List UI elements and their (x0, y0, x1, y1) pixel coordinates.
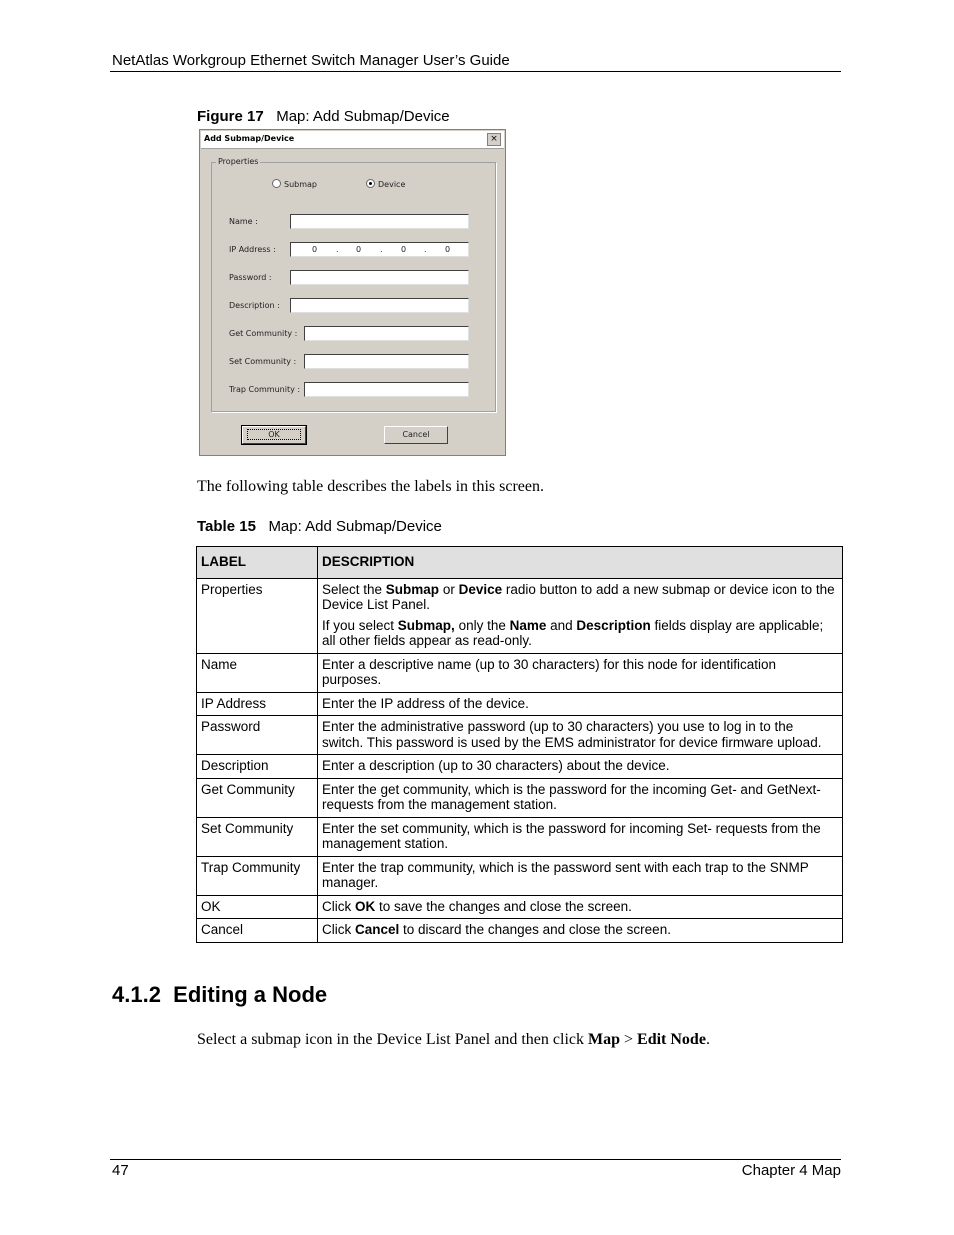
table-row (197, 653, 843, 692)
row-description: Select the Submap or Device radio button to add a new submap or device icon to the Device List Panel. If you select Submap, only the Name and Description fields display are applicable; all other fields appear as read-only. (318, 578, 843, 653)
header-rule (110, 71, 841, 72)
description-label: Description : (229, 301, 280, 310)
radio-device-selected-icon (366, 179, 375, 188)
row-label: Properties (197, 578, 318, 653)
add-submap-device-dialog (199, 129, 506, 456)
table-row (197, 856, 843, 895)
password-input[interactable] (290, 270, 469, 285)
row-description: Click Cancel to discard the changes and close the screen. (318, 919, 843, 943)
table-caption (197, 518, 442, 535)
dialog-titlebar (201, 131, 504, 149)
body-paragraph: Select a submap icon in the Device List Panel and then click Map > Edit Node. (197, 1031, 710, 1048)
column-header-label: LABEL (197, 547, 318, 579)
get-community-label: Get Community : (229, 329, 298, 338)
row-label: IP Address (197, 692, 318, 716)
name-input[interactable] (290, 214, 469, 229)
table-row (197, 716, 843, 755)
radio-device-label: Device (378, 180, 406, 189)
row-label: Set Community (197, 817, 318, 856)
row-label: Cancel (197, 919, 318, 943)
table-row (197, 578, 843, 653)
row-label: Name (197, 653, 318, 692)
description-input[interactable] (290, 298, 469, 313)
ip-octet-3: 0 (401, 245, 407, 254)
ok-button[interactable] (242, 426, 306, 444)
row-description: Enter the administrative password (up to 30 characters) you use to log in to the switch. This password is used by the EMS administrator for device firmware upload. (318, 716, 843, 755)
row-description: Enter the IP address of the device. (318, 692, 843, 716)
row-label: Get Community (197, 778, 318, 817)
dialog-title: Add Submap/Device (204, 134, 295, 143)
password-label: Password : (229, 273, 272, 282)
column-header-description: DESCRIPTION (318, 547, 843, 579)
set-community-label: Set Community : (229, 357, 297, 366)
trap-community-input[interactable] (304, 382, 469, 397)
radio-submap[interactable] (272, 179, 317, 189)
table-row (197, 755, 843, 779)
table-row (197, 919, 843, 943)
figure-title: Map: Add Submap/Device (276, 108, 450, 125)
section-heading: 4.1.2 Editing a Node (112, 982, 328, 1007)
row-label: Trap Community (197, 856, 318, 895)
label-description-table (196, 546, 843, 943)
row-description: Enter the get community, which is the password for the incoming Get- and GetNext- requests from the management station. (318, 778, 843, 817)
cancel-button[interactable]: Cancel (384, 426, 448, 444)
properties-group-label: Properties (218, 157, 259, 166)
row-description: Click OK to save the changes and close the screen. (318, 895, 843, 919)
name-label: Name : (229, 217, 258, 226)
row-label: Password (197, 716, 318, 755)
row-description: Enter the set community, which is the password for incoming Set- requests from the management station. (318, 817, 843, 856)
table-row (197, 778, 843, 817)
set-community-input[interactable] (304, 354, 469, 369)
ip-dot: . (380, 245, 383, 254)
row-description: Enter a descriptive name (up to 30 characters) for this node for identification purposes. (318, 653, 843, 692)
ip-dot: . (336, 245, 339, 254)
radio-device[interactable] (366, 179, 405, 189)
row-label: OK (197, 895, 318, 919)
row-description: Enter the trap community, which is the password sent with each trap to the SNMP manager. (318, 856, 843, 895)
ip-address-label: IP Address : (229, 245, 276, 254)
figure-number: Figure 17 (197, 108, 264, 125)
table-row (197, 692, 843, 716)
ip-octet-4: 0 (445, 245, 451, 254)
table-number: Table 15 (197, 518, 256, 535)
ip-dot: . (424, 245, 427, 254)
footer-rule (110, 1159, 841, 1160)
ip-octet-1: 0 (312, 245, 318, 254)
radio-submap-icon (272, 179, 281, 188)
table-title: Map: Add Submap/Device (268, 518, 442, 535)
trap-community-label: Trap Community : (229, 385, 301, 394)
ok-button-label: OK (247, 429, 301, 440)
row-description: Enter a description (up to 30 characters) about the device. (318, 755, 843, 779)
row-label: Description (197, 755, 318, 779)
running-header: NetAtlas Workgroup Ethernet Switch Manager User’s Guide (112, 52, 510, 69)
ip-address-input[interactable] (290, 242, 469, 257)
properties-group (211, 162, 496, 412)
ip-octet-2: 0 (356, 245, 362, 254)
close-icon[interactable]: × (487, 133, 501, 146)
table-row (197, 895, 843, 919)
radio-submap-label: Submap (284, 180, 317, 189)
table-header-row (197, 547, 843, 579)
figure-caption (197, 108, 450, 125)
page-number: 47 (112, 1162, 129, 1179)
chapter-label: Chapter 4 Map (741, 1162, 841, 1179)
get-community-input[interactable] (304, 326, 469, 341)
table-row (197, 817, 843, 856)
intro-paragraph: The following table describes the labels in this screen. (197, 478, 545, 495)
